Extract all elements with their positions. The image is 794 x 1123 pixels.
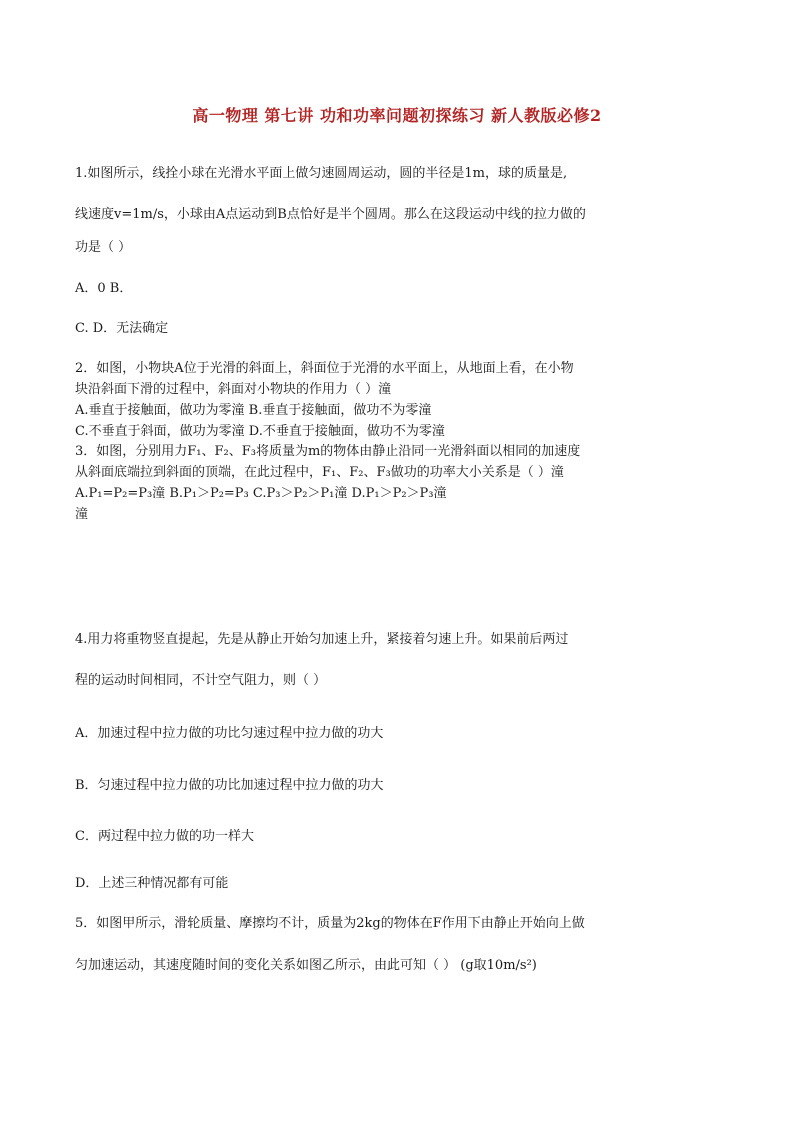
- q1-option-c-d: C. D．无法确定: [75, 321, 169, 336]
- q2-line1: 2．如图，小物块A位于光滑的斜面上，斜面位于光滑的水平面上，从地面上看，在小物: [75, 361, 574, 376]
- q2-line2: 块沿斜面下滑的过程中，斜面对小物块的作用力（ ）潼: [75, 382, 392, 397]
- q3-tail: 潼: [75, 507, 89, 522]
- q3-options: A.P₁=P₂=P₃潼 B.P₁＞P₂=P₃ C.P₃＞P₂＞P₁潼 D.P₁＞P₂＞P₃潼: [75, 486, 447, 501]
- q1-line2: 线速度v=1m/s，小球由A点运动到B点恰好是半个圆周。那么在这段运动中线的拉力做的: [75, 207, 586, 222]
- page-title: 高一物理 第七讲 功和功率问题初探练习 新人教版必修2: [192, 106, 602, 125]
- q4-option-a: A．加速过程中拉力做的功比匀速过程中拉力做的功大: [75, 726, 384, 741]
- q4-option-c: C．两过程中拉力做的功一样大: [75, 829, 254, 844]
- q1-option-a-b: A．0 B．: [75, 281, 133, 296]
- q1-line3: 功是（ ）: [75, 240, 132, 255]
- q4-option-d: D．上述三种情况都有可能: [75, 876, 229, 891]
- q3-line1: 3．如图，分别用力F₁、F₂、F₃将质量为m的物体由静止沿同一光滑斜面以相同的加速度: [75, 444, 581, 459]
- q1-line1: 1.如图所示，线拴小球在光滑水平面上做匀速圆周运动，圆的半径是1m，球的质量是,: [75, 166, 568, 181]
- q5-line1: 5．如图甲所示，滑轮质量、摩擦均不计，质量为2kg的物体在F作用下由静止开始向上做: [75, 916, 585, 931]
- q3-line2: 从斜面底端拉到斜面的顶端，在此过程中，F₁、F₂、F₃做功的功率大小关系是（ ）潼: [75, 465, 564, 480]
- q4-line1: 4.用力将重物竖直提起，先是从静止开始匀加速上升，紧接着匀速上升。如果前后两过: [75, 632, 569, 647]
- q2-options-cd: C.不垂直于斜面，做功为零潼 D.不垂直于接触面，做功不为零潼: [75, 424, 445, 439]
- q4-line2: 程的运动时间相同，不计空气阻力，则（ ）: [75, 673, 327, 688]
- q2-options-ab: A.垂直于接触面，做功为零潼 B.垂直于接触面，做功不为零潼: [75, 403, 432, 418]
- q4-option-b: B．匀速过程中拉力做的功比加速过程中拉力做的功大: [75, 778, 384, 793]
- q5-line2: 匀加速运动，其速度随时间的变化关系如图乙所示，由此可知（ ） (g取10m/s²): [75, 958, 537, 973]
